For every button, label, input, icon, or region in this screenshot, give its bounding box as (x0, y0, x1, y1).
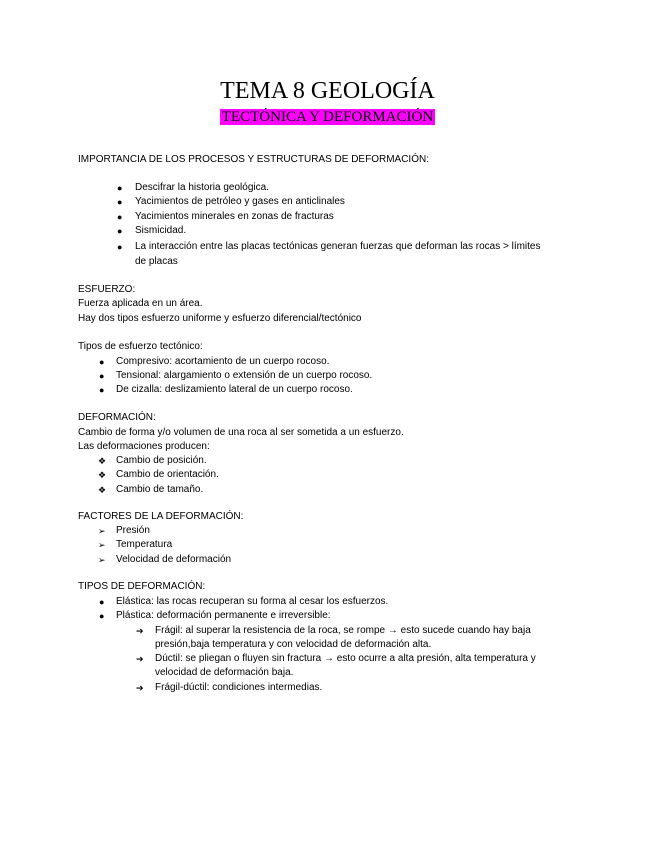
list-item: Cambio de orientación. (116, 469, 219, 480)
list-item: Yacimientos de petróleo y gases en anticlinales (135, 196, 345, 207)
list-item: Velocidad de deformación (116, 554, 232, 565)
bullet-icon: ● (99, 357, 105, 367)
subtitle-container (0, 108, 655, 127)
diamond-bullet-icon: ❖ (98, 456, 107, 466)
section-heading-importancia: IMPORTANCIA DE LOS PROCESOS Y ESTRUCTURAS DE DEFORMACIÓN: (78, 154, 429, 165)
bullet-icon: ● (117, 242, 123, 252)
list-item: Compresivo: acortamiento de un cuerpo rocoso. (116, 356, 330, 367)
section-heading-factores: FACTORES DE LA DEFORMACIÓN: (78, 511, 244, 522)
section-heading-tipos-deformacion: TIPOS DE DEFORMACIÓN: (78, 581, 206, 592)
list-item: Cambio de posición. (116, 455, 207, 466)
bullet-icon: ● (99, 597, 105, 607)
bullet-icon: ● (99, 371, 105, 381)
list-item: Elástica: las rocas recuperan su forma al cesar los esfuerzos. (116, 596, 389, 607)
arrow-bullet-icon: ➔ (136, 626, 144, 636)
diamond-bullet-icon: ❖ (98, 485, 107, 495)
page-title: TEMA 8 GEOLOGÍA (220, 78, 435, 104)
list-item: De cizalla: deslizamiento lateral de un cuerpo rocoso. (116, 384, 353, 395)
list-item: Plástica: deformación permanente e irreversible: (116, 610, 331, 621)
paragraph-line: Fuerza aplicada en un área. (78, 298, 203, 309)
paragraph-line: Hay dos tipos esfuerzo uniforme y esfuerzo diferencial/tectónico (78, 313, 362, 324)
section-heading-esfuerzo: ESFUERZO: (78, 284, 136, 295)
bullet-icon: ● (117, 197, 123, 207)
arrowhead-bullet-icon: ➢ (98, 555, 106, 565)
paragraph-line: Cambio de forma y/o volumen de una roca al ser sometida a un esfuerzo. (78, 427, 404, 438)
section-heading-deformacion: DEFORMACIÓN: (78, 412, 156, 423)
bullet-icon: ● (117, 183, 123, 193)
bullet-icon: ● (99, 385, 105, 395)
arrowhead-bullet-icon: ➢ (98, 540, 106, 550)
arrowhead-bullet-icon: ➢ (98, 526, 106, 536)
list-item: Yacimientos minerales en zonas de fracturas (135, 211, 334, 222)
sub-list-item-continuation: presión,baja temperatura y con velocidad de deformación alta. (155, 639, 432, 650)
paragraph-line: Las deformaciones producen: (78, 441, 210, 452)
bullet-icon: ● (117, 226, 123, 236)
list-item-continuation: de placas (135, 256, 178, 267)
list-item: La interacción entre las placas tectónicas generan fuerzas que deforman las rocas > límites (135, 241, 541, 252)
section-heading-tipos-esfuerzo: Tipos de esfuerzo tectónico: (78, 341, 203, 352)
diamond-bullet-icon: ❖ (98, 470, 107, 480)
list-item: Sismicidad. (135, 225, 187, 236)
list-item: Tensional: alargamiento o extensión de un cuerpo rocoso. (116, 370, 373, 381)
bullet-icon: ● (99, 611, 105, 621)
page-subtitle: TECTÓNICA Y DEFORMACIÓN (221, 109, 434, 125)
sub-list-item: Dúctil: se pliegan o fluyen sin fractura → esto ocurre a alta presión, alta temperatura y (155, 653, 536, 664)
list-item: Temperatura (116, 539, 173, 550)
sub-list-item-continuation: velocidad de deformación baja. (155, 667, 294, 678)
bullet-icon: ● (117, 212, 123, 222)
arrow-bullet-icon: ➔ (136, 654, 144, 664)
list-item: Presión (116, 525, 150, 536)
list-item: Cambio de tamaño. (116, 484, 204, 495)
sub-list-item: Frágil-dúctil: condiciones intermedias. (155, 682, 323, 693)
list-item: Descifrar la historia geológica. (135, 182, 269, 193)
arrow-bullet-icon: ➔ (136, 683, 144, 693)
sub-list-item: Frágil: al superar la resistencia de la roca, se rompe → esto sucede cuando hay baja (155, 625, 531, 636)
